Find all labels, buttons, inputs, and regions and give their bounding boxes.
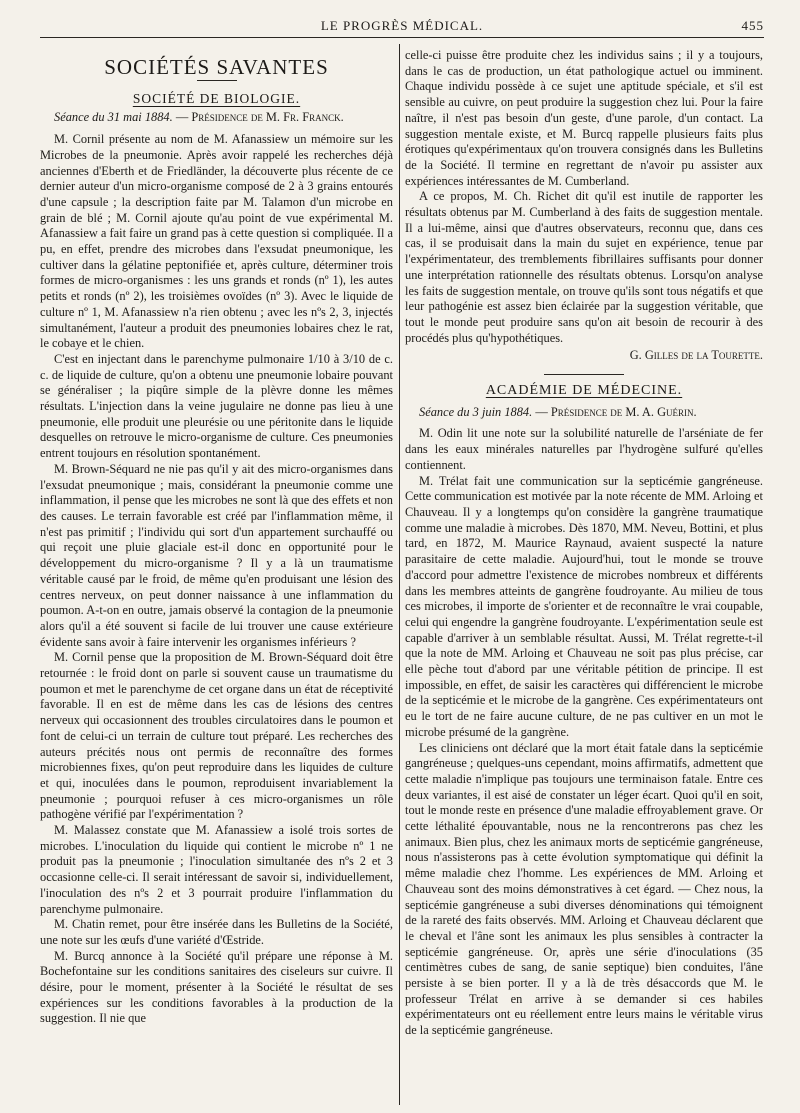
paragraph: M. Odin lit une note sur la solubilité naturelle de l'arséniate de fer dans les eaux minérales naturelles par l'hydrogène sulfuré qu'elles contiennent.: [405, 426, 763, 472]
column-divider: [399, 44, 400, 1105]
section-rule: [197, 80, 237, 81]
paragraph: A ce propos, M. Ch. Richet dit qu'il est inutile de rapporter les résultats obtenus par M. Cumberland à des faits de suggestion mentale. Il a lui-même, ainsi que d'autres observateurs, reconnu que, dans ces cas, il se produisait dans la main du sujet en expérience, tenue par l'expérimentateur, des tremblements fibrillaires suffisants pour donner une interprétation rationnelle des résultats obtenus. Lorsqu'on analyse les faits de suggestion mentale, on trouve qu'ils sont tous négatifs et que leur pathogénie est assez bien éclairée par la suggestion véritable, que tout le monde peut produire sans qu'on ait besoin de recourir à des procédés plus qu'hypothétiques.: [405, 189, 763, 345]
paragraph: M. Cornil pense que la proposition de M. Brown-Séquard doit être retournée : le froid dont on parle si souvent cause un traumatisme du poumon et met le parenchyme de cet organe dans un état de réceptivité favorable. Il en est de même dans les cas de lésions des centres nerveux qui occasionnent des troubles circulatoires dans le poumon et font de celui-ci un terrain de culture tout préparé. Les recherches des auteurs précités nous ont permis de reconnaître des formes microbiennes fixes, qu'on peut reproduire dans les liquides de culture et qui, inoculées dans le poumon, reproduisent invariablement la pneumonie ; pourquoi refuser à ces micro-organismes un rôle pathogène vérifié par l'expérimentation ?: [40, 650, 393, 822]
paragraph: celle-ci puisse être produite chez les individus sains ; il y a toujours, dans le cas de production, un état pathologique actuel ou imminent. Chaque individu possède à ce sujet une aptitude spéciale, et s'il est sensible au cuivre, on peut produire la suggestion chez lui. Pour la faire naître, il n'est pas besoin d'un geste, d'une parole, d'un contact. La suggestion mentale existe, et M. Burcq rappelle plusieurs faits plus érotiques qu'expérimentaux qu'on trouvera consignés dans les Bulletins de la Société. Il termine en regrettant de n'avoir pu assister aux expériences intéressantes de M. Cumberland.: [405, 48, 763, 188]
seance-line: [405, 405, 763, 421]
seance-presidency: Présidence de M. A. Guérin.: [550, 404, 697, 419]
paragraph: M. Chatin remet, pour être insérée dans les Bulletins de la Société, une note sur les œufs d'une variété d'Œstride.: [40, 917, 393, 947]
left-column: [40, 48, 393, 1105]
paragraph: M. Cornil présente au nom de M. Afanassiew un mémoire sur les Microbes de la pneumonie. Après avoir rappelé les recherches déjà anciennes d'Eberth et de Friedländer, la découverte plus récente de ce dernier auteur d'un micro-organisme composé de 2 à 3 grains entourés d'une capsule ; la description faite par M. Talamon d'un microbe en grain de blé ; M. Cornil ajoute qu'au point de vue expérimental M. Afanassiew a fait faire un grand pas à cette question si compliquée. Il a pu, en effet, prendre des microbes dans l'exsudat pneumonique, les cultiver dans la gélatine peptonifiée et, après culture, déterminer trois formes de micro-organismes : les uns grands et ronds (nº 1), les autes petits et ronds (nº 2), les troisièmes ovoïdes (nº 3). Avec le liquide de culture nº 1, M. Afanassiew n'a rien obtenu ; avec les nºs 2, 3, injectés simultanément, l'auteur a produit des pneumonies lobaires chez le rat, le cobaye et le chien.: [40, 132, 393, 351]
signature: G. Gilles de la Tourette.: [629, 348, 763, 363]
seance-dash: —: [532, 404, 551, 419]
seance-dash: —: [172, 110, 192, 125]
seance-date: Séance du 31 mai 1884.: [54, 110, 173, 125]
subsection-title: SOCIÉTÉ DE BIOLOGIE.: [132, 90, 301, 106]
section-separator: [544, 374, 624, 375]
journal-title: LE PROGRÈS MÉDICAL.: [320, 18, 484, 33]
page-number: 455: [741, 18, 764, 33]
seance-date: Séance du 3 juin 1884.: [419, 404, 533, 419]
paragraph: M. Trélat fait une communication sur la septicémie gangréneuse. Cette communication est motivée par la note récente de MM. Arloing et Chauveau. Il y a longtemps qu'on considère la gangrène traumatique comme une maladie à microbes. Dès 1870, MM. Neveu, Bottini, et plus tard, en 1872, M. Maurice Raynaud, avaient suspecté la nature parasitaire de cette maladie. Aujourd'hui, tout le monde se trouve d'accord pour admettre l'existence de microbes nombreux et différents dans les membres atteints de gangrène foudroyante. Au milieu de tous ces microbes, il importe de s'orienter et de reconnaître le vrai coupable, celui qui engendre la gangrène foudroyante. L'expérimentation seule est capable d'arriver à un semblable résultat. Aussi, M. Trélat regrette-t-il que la note de MM. Arloing et Chauveau ne soit pas plus précise, car elle pèche tout d'abord par une véritable pétition de principe. Il est impossible, en effet, de saisir les caractères qui différencient le microbe de la septicémie et le microbe de la gangrène. Ces expérimentateurs ont eu le tort de ne faire aucune culture, de ne pas cultiver en un mot le microbe présumé de la gangrène.: [405, 473, 763, 739]
paragraph: M. Malassez constate que M. Afanassiew a isolé trois sortes de microbes. L'inoculation du liquide qui contient le microbe nº 1 ne produit pas la pneumonie ; l'inoculation simultanée des nºs 2 et 3 occasionne celle-ci. Il serait intéressant de savoir si, individuellement, l'inoculation des nºs 2 et 3 pourrait produire l'inflammation du parenchyme pulmonaire.: [40, 823, 393, 916]
paragraph: M. Brown-Séquard ne nie pas qu'il y ait des micro-organismes dans l'exsudat pneumonique ; mais, considérant la pneumonie comme une inflammation, il pense que les microbes ne sont là que des effets et non des causes. Le terrain favorable est créé par l'inflammation même, il n'est pas primitif ; l'individu qui sort d'un appartement surchauffé ou qui reçoit une pluie glaciale est-il donc en opportunité pour le développement du micro-organisme ? Il y a là un traumatisme véritable causé par le froid, de même qu'en produisant une lésion des centres nerveux, on peut donner naissance à une inflammation du poumon. A-t-on en outre, jamais observé la contagion de la pneumonie alors qu'il a été souvent si facile de lui trouver une cause extérieure évidente sans avoir à faire intervenir les organismes inférieurs ?: [40, 461, 393, 649]
header-rule: [40, 37, 764, 38]
seance-line: [40, 110, 393, 126]
seance-presidency: Présidence de M. Fr. Franck.: [191, 110, 344, 125]
academie-title: ACADÉMIE DE MÉDECINE.: [485, 383, 683, 399]
paragraph: M. Burcq annonce à la Société qu'il prépare une réponse à M. Bochefontaine sur les conditions sanitaires des ciseleurs sur cuivre. Il désire, pour le moment, présenter à la Société le résultat de ses expériences sur les conditions favorables à la production de la suggestion. Il nie que: [40, 948, 393, 1026]
paragraph: Les cliniciens ont déclaré que la mort était fatale dans la septicémie gangréneuse ; quelques-uns cependant, moins affirmatifs, admettent que cette maladie n'implique pas toujours une terminaison fatale. Entre ces deux variantes, il est aisé de constater un léger écart. Quoi qu'il en soit, tout le monde reste en présence d'une maladie effroyablement grave. Or cette léthalité épouvantable, nous ne la rencontrerons pas chez les animaux. Bien plus, chez les animaux morts de septicémie gangréneuse, nous n'assisterons pas à cette évolution symptomatique qui définit la même maladie chez l'homme. Les expériences de MM. Arloing et Chauveau sont des moins démonstratives à cet égard. — Chez nous, la septicémie gangréneuse a subi diverses dénominations qui témoignent de la rareté des faits observés. MM. Arloing et Chauveau déclarent que le cheval et l'âne sont les animaux les plus sensibles à contracter la septicémie gangréneuse. Or, après une série d'inoculations (35 centimètres cubes de sang, de sanie septique) bien conduites, l'âne persiste à se bien porter. Il y a là de très désaccords que M. le professeur Trélat en arrive à se demander si ces habiles expérimentateurs ont eu réellement entre leurs mains le véritable virus de la septicémie gangréneuse.: [405, 740, 763, 1038]
right-column: [405, 48, 763, 1105]
paragraph: C'est en injectant dans le parenchyme pulmonaire 1/10 à 3/10 de c. c. de liquide de culture, qu'on a obtenu une pneumonie lobaire pouvant se généraliser ; la piqûre simple de la plèvre donne les mêmes résultats. L'injection dans la veine jugulaire ne donne pas lieu à une pneumonie, elle produit une pleurésie ou une péritonite dans le liquide desquelles on retrouve le micro-organisme de culture. Ces pneumonies entrent toujours en résolution spontanément.: [40, 351, 393, 461]
section-title: SOCIÉTÉS SAVANTES: [104, 55, 329, 79]
